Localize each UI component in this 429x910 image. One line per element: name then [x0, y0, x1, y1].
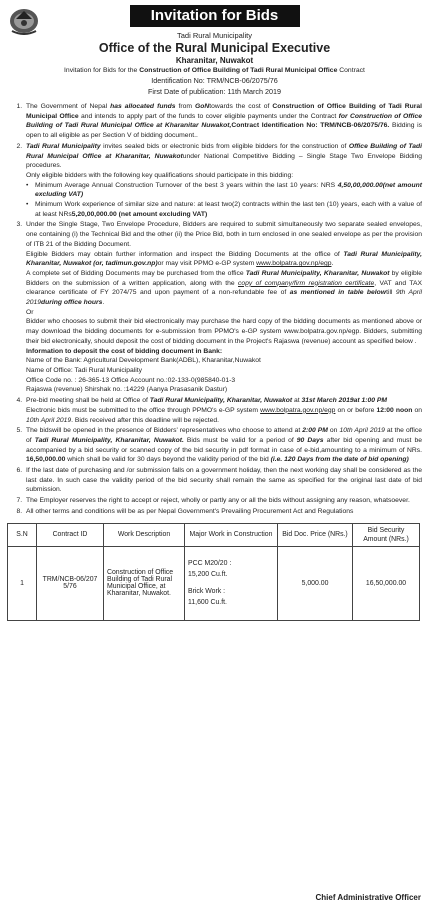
- cell-price: 5,000.00: [278, 546, 353, 620]
- list-item: 7. The Employer reserves the right to accept or reject, wholly or partly any or all the bids without assigning any reason, whatsoever.: [24, 496, 422, 506]
- list-item: 4. Pre-bid meeting shall be held at Office of Tadi Rural Municipality, Kharanitar, Nuwakot at 31st March 2019at 1:00 PM Electronic bids must be submitted to the office through PPMO's e-GP system www.bolpatra.gov.np/egp on or before 12:00 noon on 10th April 2019. Bids received after this deadline will be rejected.: [24, 396, 422, 425]
- col-sn: S.N: [8, 523, 37, 546]
- municipality-name: Tadi Rural Municipality: [176, 31, 253, 40]
- list-item: 1. The Government of Nepal has allocated funds from GoNtowards the cost of Construction of Office Building of Tadi Rural Municipal Office and intends to apply part of the funds to cover eligible payments under the Contract for Construction of Office Building of Tadi Rural Municipal Office at Kharanitar Nuwakot,Contract Identification No: TRM/NCB-06/2075/76. Bidding is open to all eligible as per Section V of bidding document..: [24, 102, 422, 141]
- cell-sn: 1: [8, 546, 37, 620]
- list-item: 3. Under the Single Stage, Two Envelope Procedure, Bidders are required to submit simultaneously two separate sealed envelopes, one containing (i) the Technical Bid and the other (ii) the Price Bid, both in turn enclosed in one sealed envelope as per the provision of ITB 21 of the Bidding Document. Eligible Bidders may obtain further information and inspect the Bidding Documents at the office of Tadi Rural Municipality, Kharanitar, Nuwakot (or, tadimun.gov.np)or may visit PPMO e-GP system www.bolpatra.gov.np/egp. A complete set of Bidding Documents may be purchased from the office Tadi Rural Municipality, Kharanitar, Nuwakot by eligible Bidders on the submission of a written application, along with the copy of company/firm registration certificate, VAT and TAX clearance certificate of FY 2074/75 and upon payment of a non-refundable fee of as mentioned in table belowtill 9th April 2019during office hours. Or Bidder who chooses to submit their bid electronically may purchase the hard copy of the bidding documents as mentioned above or may download the bidding documents for e-submission from PPMO's e-GP system www.bolpatra.gov.np/egp. Bidders, submitting their bid electronically, should deposit the cost of bidding document in the Project's Rajaswa (revenue) account as specified below . Information to deposit the cost of bidding document in Bank: Name of the Bank: Agricultural Development Bank(ADBL), Kharanitar,Nuwakot Name of Office: Tadi Rural Municipality Office Code no. : 26-365-13 Office Account no.:02-133-0(985840-01-3 Rajaswa (revenue) Shirshak no. :14229 (Aanya Prasasanik Dastur): [24, 220, 422, 395]
- col-work-description: Work Description: [104, 523, 185, 546]
- qualification-turnover: • Minimum Average Annual Construction Turnover of the best 3 years within the last 10 years: NRS 4,50,00,000.00(net amount excluding VAT): [26, 181, 422, 200]
- terms-list: [7, 102, 422, 517]
- col-bid-security: Bid Security Amount (NRs.): [353, 523, 420, 546]
- first-publication-date: First Date of publication: 11th March 2019: [148, 87, 281, 96]
- list-item: 5. The bidswill be opened in the presence of Bidders' representatives who choose to attend at 2:00 PM on 10th April 2019 at the office of Tadi Rural Municipality, Kharanitar, Nuwakot. Bids must be valid for a period of 90 Days after bid opening and must be accompanied by a bid security or scanned copy of the bid security in pdf format in case of e-bid,amounting to a minimum of NRs. 16,50,000.00 which shall be valid for 30 days beyond the validity period of the bid (i.e. 120 Days from the date of bid opening): [24, 426, 422, 465]
- list-item: 6. If the last date of purchasing and /or submission falls on a government holiday, then the next working day shall be considered as the last date. In such case the validity period of the bid security shall remain the same as specified for the original last date of bid submission.: [24, 466, 422, 495]
- qualification-experience: • Minimum Work experience of similar size and nature: at least two(2) contracts within the last ten (10) years, each with a value of at least NRs5,20,00,000.00 (net amount excluding VAT): [26, 200, 422, 219]
- list-item: 2. Tadi Rural Municipality invites sealed bids or electronic bids from eligible bidders for the construction of Office Building of Tadi Rural Municipal Office at Kharanitar, Nuwakotunder National Competitive Bidding – Single Stage Two Envelope Bidding procedures. Only eligible bidders with the following key qualifications should participate in this bidding: • Minimum Average Annual Construction Turnover of the best 3 years within the last 10 years: NRS 4,50,00,000.00(net amount excluding VAT) • Minimum Work experience of similar size and nature: at least two(2) contracts within the last ten (10) years, each with a value of at least NRs5,20,00,000.00 (net amount excluding VAT): [24, 142, 422, 220]
- table-header-row: [8, 523, 420, 546]
- banner-title: Invitation for Bids: [130, 5, 300, 27]
- cell-major-work: PCC M20/20 : 15,200 Cu.ft. Brick Work : 11,600 Cu.ft.: [185, 546, 278, 620]
- invitation-line: Invitation for Bids for the Construction of Office Building of Tadi Rural Municipal Office Contract: [64, 67, 365, 74]
- bolpatra-link[interactable]: www.bolpatra.gov.np/egp: [256, 260, 332, 268]
- cell-description: Construction of Office Building of Tadi Rural Municipal Office, at Kharanitar, Nuwakot.: [104, 546, 185, 620]
- bid-table: [7, 523, 420, 621]
- office-location: Kharanitar, Nuwakot: [175, 56, 254, 65]
- list-item: 8. All other terms and conditions will be as per Nepal Government's Prevailing Procurement Act and Regulations: [24, 507, 422, 517]
- col-major-work: Major Work in Construction: [185, 523, 278, 546]
- identification-number: Identification No: TRM/NCB-06/2075/76: [151, 76, 278, 85]
- signoff: Chief Administrative Officer: [315, 893, 421, 902]
- office-title: Office of the Rural Municipal Executive: [98, 41, 331, 55]
- bank-info: Information to deposit the cost of bidding document in Bank: Name of the Bank: Agricultural Development Bank(ADBL), Kharanitar,Nuwakot Name of Office: Tadi Rural Municipality Office Code no. : 26-365-13 Office Account no.:02-133-0(985840-01-3 Rajaswa (revenue) Shirshak no. :14229 (Aanya Prasasanik Dastur): [26, 347, 261, 394]
- col-bid-doc-price: Bid Doc. Price (NRs.): [278, 523, 353, 546]
- col-contract-id: Contract ID: [37, 523, 104, 546]
- egp-link[interactable]: www.bolpatra.gov.np/egp: [260, 406, 336, 414]
- nepal-emblem-icon: [8, 5, 40, 35]
- cell-security: 16,50,000.00: [353, 546, 420, 620]
- cell-contract-id: TRM/NCB-06/2075/76: [37, 546, 104, 620]
- table-row: [8, 546, 420, 620]
